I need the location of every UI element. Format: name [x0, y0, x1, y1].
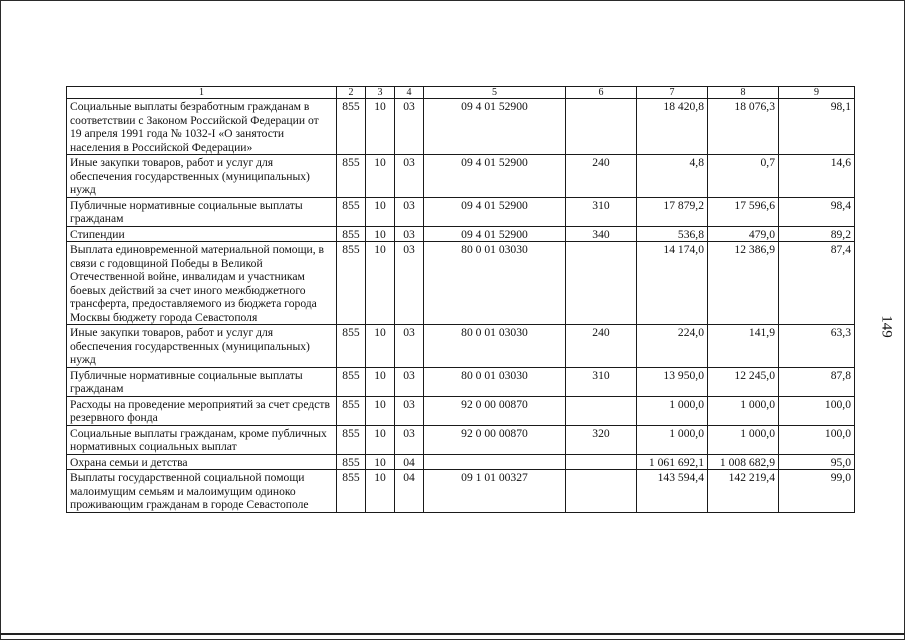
actual-amount: 1 000,0	[708, 396, 779, 425]
target-item-code: 09 4 01 52900	[424, 155, 566, 198]
expense-type-code	[566, 396, 637, 425]
dept-code: 855	[337, 155, 366, 198]
target-item-code: 92 0 00 00870	[424, 396, 566, 425]
execution-percent: 99,0	[779, 470, 855, 513]
actual-amount: 1 000,0	[708, 425, 779, 454]
expense-type-code: 320	[566, 425, 637, 454]
section-code: 10	[366, 155, 395, 198]
planned-amount: 1 000,0	[637, 425, 708, 454]
table-row	[67, 454, 855, 470]
expense-type-code: 240	[566, 325, 637, 368]
expense-type-code	[566, 99, 637, 155]
table-row	[67, 470, 855, 513]
actual-amount: 12 386,9	[708, 242, 779, 325]
col-header: 7	[637, 87, 708, 99]
table-row	[67, 396, 855, 425]
expense-name: Социальные выплаты безработным гражданам в соответствии с Законом Российской Федерации от 19 апреля 1991 года № 1032-I «О занятости населения в Российской Федерации»	[67, 99, 337, 155]
table-row	[67, 99, 855, 155]
dept-code: 855	[337, 470, 366, 513]
execution-percent: 100,0	[779, 396, 855, 425]
page-bottom-rule	[0, 633, 905, 635]
target-item-code: 09 4 01 52900	[424, 226, 566, 242]
planned-amount: 143 594,4	[637, 470, 708, 513]
column-number-row	[67, 87, 855, 99]
target-item-code: 92 0 00 00870	[424, 425, 566, 454]
expense-name: Публичные нормативные социальные выплаты гражданам	[67, 197, 337, 226]
execution-percent: 87,4	[779, 242, 855, 325]
subsection-code: 03	[395, 99, 424, 155]
actual-amount: 1 008 682,9	[708, 454, 779, 470]
col-header: 8	[708, 87, 779, 99]
section-code: 10	[366, 226, 395, 242]
planned-amount: 1 061 692,1	[637, 454, 708, 470]
actual-amount: 18 076,3	[708, 99, 779, 155]
dept-code: 855	[337, 242, 366, 325]
dept-code: 855	[337, 367, 366, 396]
table-row	[67, 197, 855, 226]
target-item-code: 09 4 01 52900	[424, 197, 566, 226]
planned-amount: 17 879,2	[637, 197, 708, 226]
planned-amount: 18 420,8	[637, 99, 708, 155]
section-code: 10	[366, 99, 395, 155]
table-row	[67, 425, 855, 454]
budget-table	[66, 86, 855, 513]
execution-percent: 14,6	[779, 155, 855, 198]
execution-percent: 98,4	[779, 197, 855, 226]
target-item-code: 80 0 01 03030	[424, 242, 566, 325]
table-row	[67, 325, 855, 368]
target-item-code: 80 0 01 03030	[424, 325, 566, 368]
execution-percent: 87,8	[779, 367, 855, 396]
actual-amount: 0,7	[708, 155, 779, 198]
planned-amount: 14 174,0	[637, 242, 708, 325]
dept-code: 855	[337, 226, 366, 242]
table-row	[67, 242, 855, 325]
dept-code: 855	[337, 197, 366, 226]
planned-amount: 224,0	[637, 325, 708, 368]
target-item-code	[424, 454, 566, 470]
expense-name: Иные закупки товаров, работ и услуг для обеспечения государственных (муниципальных) нужд	[67, 155, 337, 198]
target-item-code: 09 4 01 52900	[424, 99, 566, 155]
dept-code: 855	[337, 99, 366, 155]
expense-type-code: 310	[566, 197, 637, 226]
section-code: 10	[366, 425, 395, 454]
dept-code: 855	[337, 396, 366, 425]
expense-type-code	[566, 470, 637, 513]
planned-amount: 1 000,0	[637, 396, 708, 425]
dept-code: 855	[337, 454, 366, 470]
execution-percent: 95,0	[779, 454, 855, 470]
planned-amount: 4,8	[637, 155, 708, 198]
subsection-code: 03	[395, 396, 424, 425]
table-row	[67, 367, 855, 396]
section-code: 10	[366, 242, 395, 325]
execution-percent: 98,1	[779, 99, 855, 155]
subsection-code: 03	[395, 367, 424, 396]
target-item-code: 09 1 01 00327	[424, 470, 566, 513]
expense-type-code	[566, 454, 637, 470]
expense-name: Охрана семьи и детства	[67, 454, 337, 470]
col-header: 2	[337, 87, 366, 99]
actual-amount: 12 245,0	[708, 367, 779, 396]
execution-percent: 89,2	[779, 226, 855, 242]
expense-name: Стипендии	[67, 226, 337, 242]
expense-name: Расходы на проведение мероприятий за счет средств резервного фонда	[67, 396, 337, 425]
expense-name: Публичные нормативные социальные выплаты гражданам	[67, 367, 337, 396]
expense-name: Выплата единовременной материальной помощи, в связи с годовщиной Победы в Великой Отечественной войне, инвалидам и участникам боевых действий за счет иного межбюджетного трансферта, предоставляемого из бюджета города Москвы бюджету города Севастополя	[67, 242, 337, 325]
expense-type-code: 340	[566, 226, 637, 242]
table-row	[67, 226, 855, 242]
subsection-code: 03	[395, 325, 424, 368]
expense-name: Социальные выплаты гражданам, кроме публичных нормативных социальных выплат	[67, 425, 337, 454]
expense-type-code: 240	[566, 155, 637, 198]
section-code: 10	[366, 197, 395, 226]
subsection-code: 03	[395, 197, 424, 226]
dept-code: 855	[337, 325, 366, 368]
planned-amount: 536,8	[637, 226, 708, 242]
dept-code: 855	[337, 425, 366, 454]
col-header: 9	[779, 87, 855, 99]
col-header: 6	[566, 87, 637, 99]
subsection-code: 03	[395, 226, 424, 242]
section-code: 10	[366, 470, 395, 513]
actual-amount: 479,0	[708, 226, 779, 242]
page-number: 149	[878, 315, 895, 338]
section-code: 10	[366, 454, 395, 470]
expense-name: Иные закупки товаров, работ и услуг для обеспечения государственных (муниципальных) нужд	[67, 325, 337, 368]
subsection-code: 04	[395, 470, 424, 513]
target-item-code: 80 0 01 03030	[424, 367, 566, 396]
section-code: 10	[366, 396, 395, 425]
subsection-code: 04	[395, 454, 424, 470]
subsection-code: 03	[395, 425, 424, 454]
subsection-code: 03	[395, 242, 424, 325]
actual-amount: 17 596,6	[708, 197, 779, 226]
expense-name: Выплаты государственной социальной помощи малоимущим семьям и малоимущим одиноко проживающим гражданам в городе Севастополе	[67, 470, 337, 513]
section-code: 10	[366, 367, 395, 396]
col-header: 1	[67, 87, 337, 99]
col-header: 5	[424, 87, 566, 99]
execution-percent: 100,0	[779, 425, 855, 454]
col-header: 4	[395, 87, 424, 99]
expense-type-code	[566, 242, 637, 325]
col-header: 3	[366, 87, 395, 99]
planned-amount: 13 950,0	[637, 367, 708, 396]
section-code: 10	[366, 325, 395, 368]
expense-type-code: 310	[566, 367, 637, 396]
execution-percent: 63,3	[779, 325, 855, 368]
subsection-code: 03	[395, 155, 424, 198]
table-row	[67, 155, 855, 198]
actual-amount: 142 219,4	[708, 470, 779, 513]
actual-amount: 141,9	[708, 325, 779, 368]
